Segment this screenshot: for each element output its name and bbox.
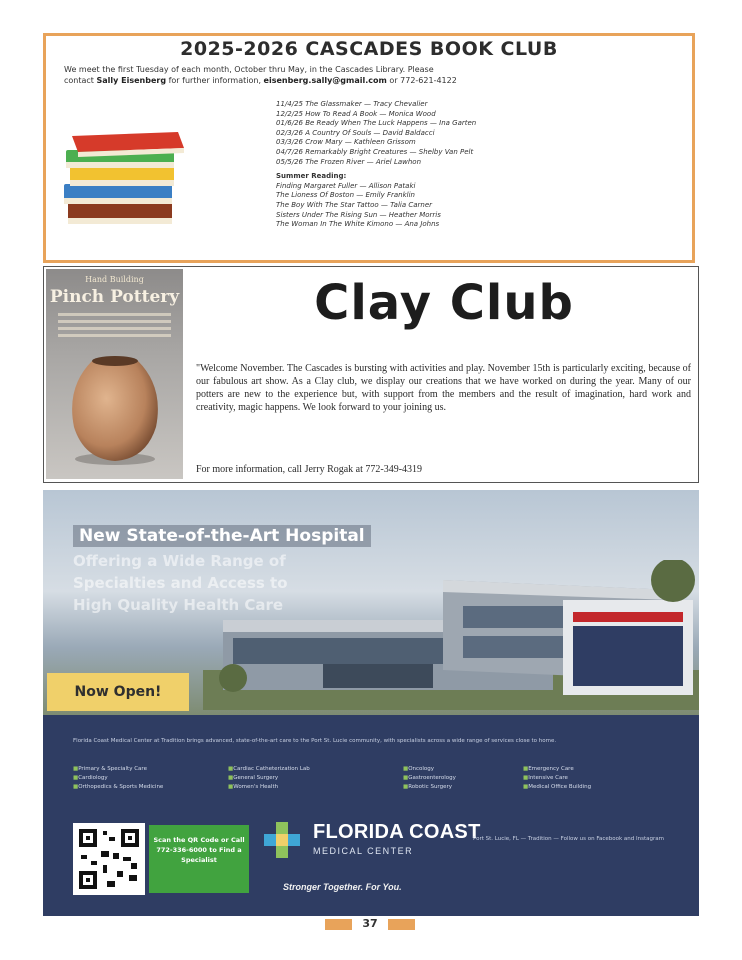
book-club-box [43,33,695,263]
ad-headline: New State-of-the-Art Hospital [73,525,371,547]
list-item: The Woman In The White Kimono — Ana Johns [276,220,440,229]
ad-subhead-2: Specialties and Access to [73,574,288,592]
services-column-1 [73,765,163,792]
page-number: 37 [362,917,378,930]
list-item: ■ Emergency Care [523,765,591,774]
org-address: Port St. Lucie, FL — Tradition — Follow us on Facebook and Instagram [473,836,665,842]
list-item: 01/6/26 Be Ready When The Luck Happens — Ina Garten [276,119,477,128]
book-club-intro [64,64,684,86]
medical-cross-icon [263,820,301,860]
intro-line-1: We meet the first Tuesday of each month, October thru May, in the Cascades Library. Please [64,65,434,74]
clay-club-body: "Welcome November. The Cascades is bursting with activities and play. November 15th is particularly exciting, because of our fabulous art show. As a Clay club, we display our creations that we have worked on during the year. Many of our potters are new to the experience but, with support from the members and the result of imagination, hard work and creativity, magic happens. We look forward to your joining us. [196,363,691,413]
list-item: ■ Orthopedics & Sports Medicine [73,783,163,792]
intro-line-2 [64,75,684,86]
hospital-ad[interactable] [43,490,699,916]
footer-accent-left [325,919,352,930]
list-item: ■ Women's Health [228,783,310,792]
intro-mid: for further information, [166,76,264,85]
pottery-book-cover [46,269,183,479]
contact-name: Sally Eisenberg [96,76,167,85]
list-item: ■ Medical Office Building [523,783,591,792]
clay-club-title: Clay Club [314,275,574,331]
books-icon [60,132,190,232]
book-club-title: 2025-2026 CASCADES BOOK CLUB [180,38,558,60]
services-column-2 [228,765,310,792]
list-item: ■ Intensive Care [523,774,591,783]
ad-paragraph: Florida Coast Medical Center at Tradition brings advanced, state-of-the-art care to the Port St. Lucie community, with specialists across a wide range of services close to home. [73,738,557,744]
pot-icon [64,347,166,467]
list-item: The Boy With The Star Tattoo — Talia Carner [276,200,433,209]
list-item: 12/2/25 How To Read A Book — Monica Wood [276,109,436,118]
list-item: ■ Cardiology [73,774,163,783]
list-item: ■ Primary & Specialty Care [73,765,163,774]
footer-accent-right [388,919,415,930]
ad-subhead-1: Offering a Wide Range of [73,552,286,570]
hospital-photo [43,490,699,715]
list-item: Sisters Under The Rising Sun — Heather Morris [276,210,441,219]
list-item: 03/3/26 Crow Mary — Kathleen Grissom [276,138,416,147]
list-item: The Lioness Of Boston — Emily Franklin [276,191,415,200]
list-item: ■ Oncology [403,765,456,774]
list-item: ■ Gastroenterology [403,774,456,783]
book-cover-text-lines [58,313,171,347]
list-item: ■ Cardiac Catheterization Lab [228,765,310,774]
list-item: 02/3/26 A Country Of Souls — David Baldacci [276,128,435,137]
book-cover-subtitle: Hand Building [85,275,144,284]
list-item: ■ General Surgery [228,774,310,783]
clay-club-contact: For more information, call Jerry Rogak at 772-349-4319 [196,464,423,475]
clay-club-box [43,266,699,483]
intro-prefix: contact [64,76,97,85]
now-open-badge: Now Open! [47,673,189,711]
list-item: 11/4/25 The Glassmaker — Tracy Chevalier [276,100,428,108]
book-schedule [276,100,676,230]
intro-suffix: or 772-621-4122 [386,76,457,85]
contact-email[interactable]: eisenberg.sally@gmail.com [263,76,387,85]
scan-cta[interactable]: Scan the QR Code or Call 772-336-6000 to Find a Specialist [149,825,249,893]
qr-code-icon[interactable] [73,823,145,895]
org-subname: MEDICAL CENTER [313,846,414,856]
book-cover-title: Pinch Pottery [49,287,180,307]
list-item: 04/7/26 Remarkably Bright Creatures — Shelby Van Pelt [276,147,474,156]
org-name: FLORIDA COAST [313,821,481,843]
services-column-4 [523,765,591,792]
services-column-3 [403,765,456,792]
list-item: 05/5/26 The Frozen River — Ariel Lawhon [276,157,422,166]
ad-subhead-3: High Quality Health Care [73,596,284,614]
org-tagline: Stronger Together. For You. [283,882,402,892]
list-item: Finding Margaret Fuller — Allison Pataki [276,181,416,190]
list-item: ■ Robotic Surgery [403,783,456,792]
summer-heading: Summer Reading: [276,172,347,181]
